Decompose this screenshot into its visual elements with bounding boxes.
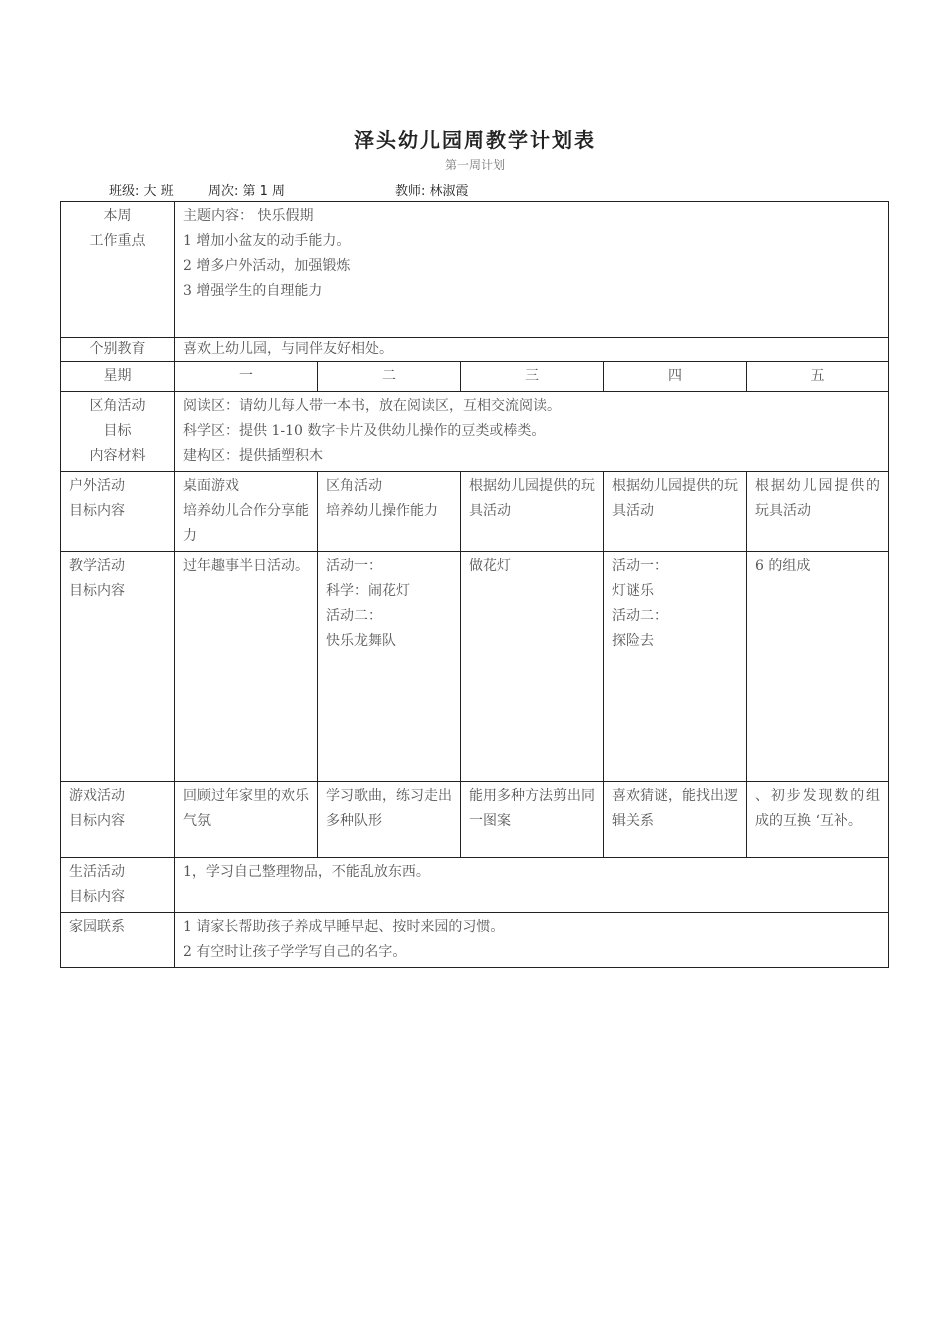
game-fri: 、初步发现数的组成的互换 ‘互补。 (747, 782, 889, 858)
outdoor-mon: 桌面游戏 培养幼儿合作分享能力 (175, 472, 318, 552)
weekday-label: 星期 (61, 362, 175, 392)
outdoor-label: 户外活动 目标内容 (61, 472, 175, 552)
game-row (61, 782, 889, 858)
game-thu: 喜欢猜谜，能找出逻辑关系 (604, 782, 747, 858)
home-content: 1 请家长帮助孩子养成早睡早起、按时来园的习惯。 2 有空时让孩子学学写自己的名字。 (175, 913, 889, 968)
teaching-label: 教学活动 目标内容 (61, 552, 175, 782)
weekday-wed: 三 (461, 362, 604, 392)
outdoor-row (61, 472, 889, 552)
teaching-thu: 活动一： 灯谜乐 活动二： 探险去 (604, 552, 747, 782)
focus-content: 主题内容： 快乐假期 1 增加小盆友的动手能力。 2 增多户外活动，加强锻炼 3 增强学生的自理能力 (175, 202, 889, 338)
outdoor-fri: 根据幼儿园提供的玩具活动 (747, 472, 889, 552)
game-label: 游戏活动 目标内容 (61, 782, 175, 858)
class-label: 班级: 大 班 (109, 184, 174, 199)
teaching-mon: 过年趣事半日活动。 (175, 552, 318, 782)
weekday-tue: 二 (318, 362, 461, 392)
weekday-fri: 五 (747, 362, 889, 392)
weekday-mon: 一 (175, 362, 318, 392)
corner-content: 阅读区：请幼儿每人带一本书，放在阅读区，互相交流阅读。 科学区：提供 1-10 数字卡片及供幼儿操作的豆类或棒类。 建构区：提供插塑积木 (175, 392, 889, 472)
week-label: 周次: 第 1 周 (208, 184, 286, 199)
home-label: 家园联系 (61, 913, 175, 968)
teaching-wed: 做花灯 (461, 552, 604, 782)
weekday-thu: 四 (604, 362, 747, 392)
individual-row (61, 338, 889, 362)
focus-label: 本周 工作重点 (61, 202, 175, 338)
life-row (61, 858, 889, 913)
individual-content: 喜欢上幼儿园，与同伴友好相处。 (175, 338, 889, 362)
weekday-header-row (61, 362, 889, 392)
page-subtitle: 第一周计划 (444, 158, 505, 172)
teaching-row (61, 552, 889, 782)
individual-label: 个别教育 (61, 338, 175, 362)
focus-row (61, 202, 889, 338)
outdoor-thu: 根据幼儿园提供的玩具活动 (604, 472, 747, 552)
game-mon: 回顾过年家里的欢乐气氛 (175, 782, 318, 858)
teacher-label: 教师: 林淑霞 (395, 184, 469, 199)
life-content: 1，学习自己整理物品，不能乱放东西。 (175, 858, 889, 913)
game-tue: 学习歌曲，练习走出多种队形 (318, 782, 461, 858)
home-row (61, 913, 889, 968)
teaching-tue: 活动一： 科学：闹花灯 活动二： 快乐龙舞队 (318, 552, 461, 782)
outdoor-tue: 区角活动 培养幼儿操作能力 (318, 472, 461, 552)
outdoor-wed: 根据幼儿园提供的玩具活动 (461, 472, 604, 552)
page-title: 泽头幼儿园周教学计划表 (354, 128, 596, 152)
corner-label: 区角活动 目标 内容材料 (61, 392, 175, 472)
teaching-fri: 6 的组成 (747, 552, 889, 782)
game-wed: 能用多种方法剪出同一图案 (461, 782, 604, 858)
corner-row (61, 392, 889, 472)
life-label: 生活活动 目标内容 (61, 858, 175, 913)
weekly-plan-table (60, 201, 889, 968)
